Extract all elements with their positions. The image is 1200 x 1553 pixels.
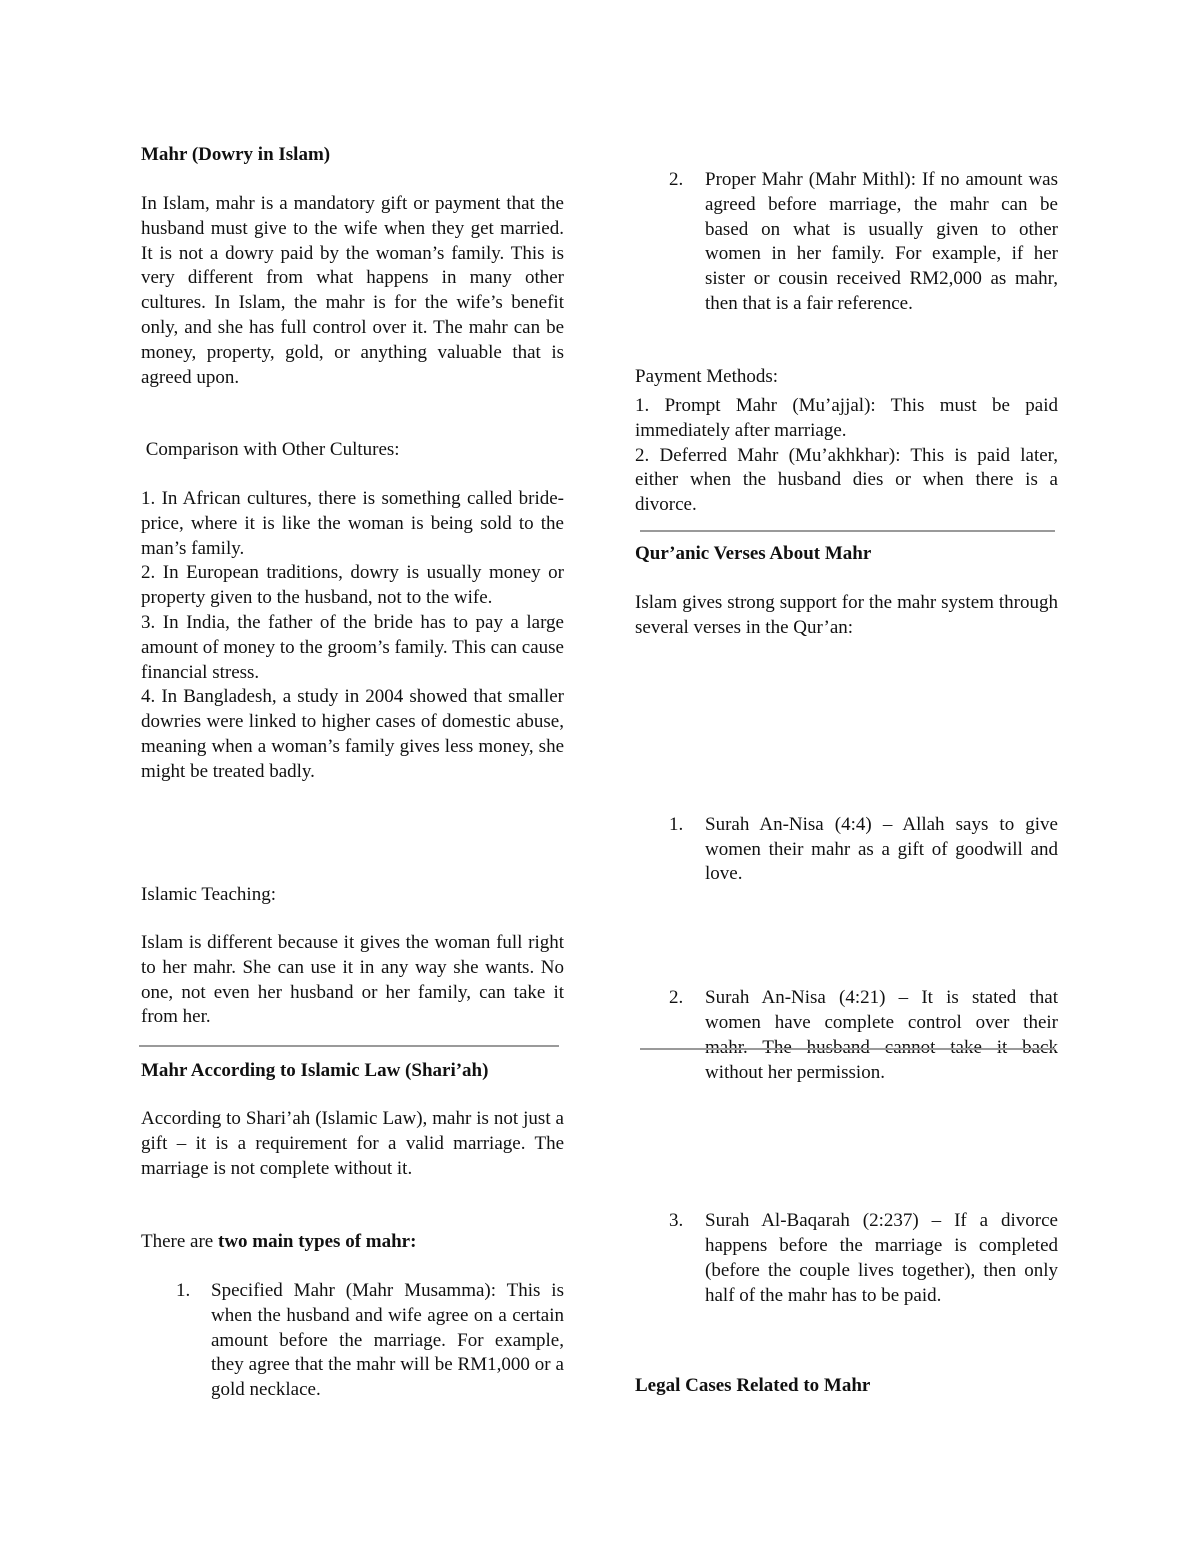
comparison-list [141, 487, 564, 785]
comparison-item-bangladesh: 4. In Bangladesh, a study in 2004 showed that smaller dowries were linked to higher cases of domestic abuse, meaning when a woman’s family gives less money, she might be treated badly. [141, 686, 564, 782]
left-column [141, 0, 564, 1401]
list-item-text: Surah An-Nisa (4:4) – Allah says to give women their mahr as a gift of goodwill and love. [705, 813, 1058, 885]
list-item-number: 1. [669, 813, 684, 835]
document-title: Mahr (Dowry in Islam) [141, 144, 331, 165]
right-column [635, 0, 1058, 1396]
list-item-number: 3. [669, 1210, 684, 1232]
payment-list [635, 394, 1058, 518]
comparison-item-india: 3. In India, the father of the bride has to pay a large amount of money to the groom’s family. This can cause financial stress. [141, 611, 564, 683]
legal-cases-heading: Legal Cases Related to Mahr [635, 1375, 871, 1396]
list-item-text: Surah Al-Baqarah (2:237) – If a divorce happens before the marriage is completed (before the couple lives together), then only half of the mahr has to be paid. [705, 1210, 1058, 1306]
verse-item-al-baqarah-2-237 [635, 1209, 1058, 1308]
list-item-proper-mahr [635, 168, 1058, 317]
verses-heading: Qur’anic Verses About Mahr [635, 543, 872, 564]
comparison-heading: Comparison with Other Cultures: [141, 439, 400, 460]
payment-heading: Payment Methods: [635, 366, 779, 387]
islamic-teaching-paragraph: Islam is different because it gives the woman full right to her mahr. She can use it in any way she wants. No one, not even her husband or her family, can take it from her. [141, 932, 564, 1028]
intro-paragraph: In Islam, mahr is a mandatory gift or payment that the husband must give to the wife when they get married. It is not a dowry paid by the woman’s family. This is very different from what happens in many other cultures. In Islam, the mahr is for the wife’s benefit only, and she has full control over it. The mahr can be money, property, gold, or anything valuable that is agreed upon. [141, 193, 564, 388]
types-intro [141, 1230, 564, 1255]
islamic-teaching-heading: Islamic Teaching: [141, 884, 276, 905]
types-intro-bold: two main types of mahr: [218, 1231, 417, 1252]
types-intro-text: There are [141, 1231, 218, 1252]
shariah-heading: Mahr According to Islamic Law (Shari’ah) [141, 1060, 489, 1081]
list-item-text: Surah An-Nisa (4:21) – It is stated that women have complete control over their mahr. The husband cannot take it back without her permission. [705, 987, 1058, 1083]
comparison-item-africa: 1. In African cultures, there is something called bride-price, where it is like the woman is being sold to the man’s family. [141, 488, 564, 559]
verse-item-an-nisa-4-21 [635, 986, 1058, 1085]
section-divider [640, 1048, 1055, 1050]
list-item-text: Specified Mahr (Mahr Musamma): This is when the husband and wife agree on a certain amount before the marriage. For example, they agree that the mahr will be RM1,000 or a gold necklace. [211, 1280, 564, 1401]
list-item-number: 1. [176, 1280, 191, 1301]
comparison-item-europe: 2. In European traditions, dowry is usually money or property given to the husband, not to the wife. [141, 562, 564, 609]
shariah-paragraph: According to Shari’ah (Islamic Law), mahr is not just a gift – it is a requirement for a valid marriage. The marriage is not complete without it. [141, 1108, 564, 1179]
section-divider [640, 530, 1055, 532]
list-item-number: 2. [669, 169, 684, 190]
verse-item-an-nisa-4-4 [635, 813, 1058, 887]
payment-item-prompt: 1. Prompt Mahr (Mu’ajjal): This must be paid immediately after marriage. [635, 395, 1058, 441]
payment-item-deferred: 2. Deferred Mahr (Mu’akhkhar): This is paid later, either when the husband dies or when there is a divorce. [635, 444, 1058, 516]
section-divider [139, 1045, 559, 1047]
verses-intro: Islam gives strong support for the mahr system through several verses in the Qur’an: [635, 592, 1058, 638]
list-item-number: 2. [669, 987, 684, 1009]
list-item-text: Proper Mahr (Mahr Mithl): If no amount was agreed before marriage, the mahr can be based on what is usually given to other women in her family. For example, if her sister or cousin received RM2,000 as mahr, then that is a fair reference. [705, 169, 1058, 314]
list-item-specified-mahr [141, 1279, 564, 1403]
